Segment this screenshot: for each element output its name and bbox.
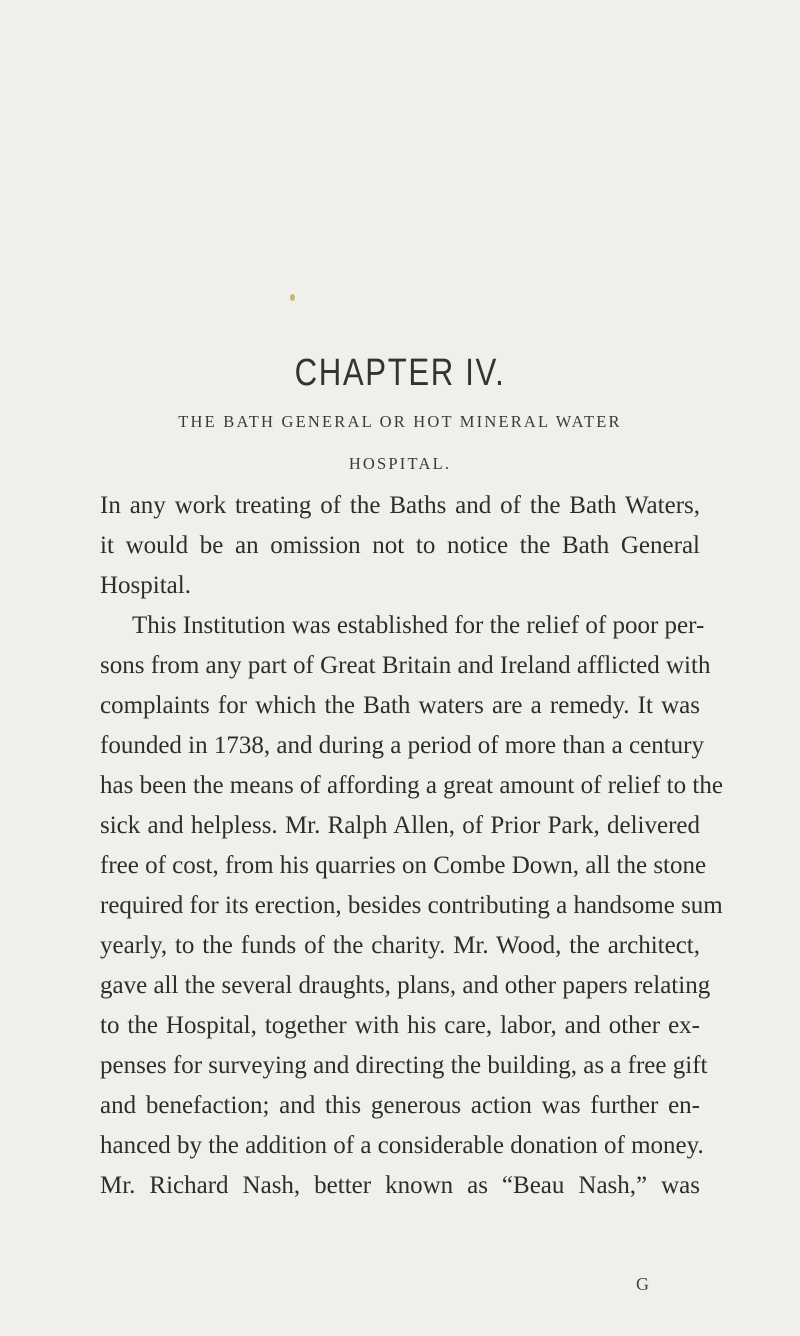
- paragraph-line: it would be an omission not to notice the Bath General: [100, 532, 700, 559]
- signature-mark: G: [636, 1274, 649, 1294]
- paragraph-line: sons from any part of Great Britain and Ireland afflicted with: [100, 652, 711, 679]
- paragraph-line: In any work treating of the Baths and of the Bath Waters,: [100, 492, 700, 519]
- paragraph-line: free of cost, from his quarries on Combe Down, all the stone: [100, 852, 707, 879]
- chapter-subtitle-line-2: HOSPITAL.: [348, 454, 452, 473]
- paragraph-line: gave all the several draughts, plans, and other papers relating: [100, 972, 711, 999]
- paragraph-line: has been the means of affording a great amount of relief to the: [100, 772, 723, 799]
- paragraph-line: sick and helpless. Mr. Ralph Allen, of Prior Park, delivered: [100, 812, 700, 839]
- paragraph-line: hanced by the addition of a considerable donation of money.: [100, 1132, 704, 1159]
- paper-speck: [290, 294, 295, 301]
- paragraph-line: founded in 1738, and during a period of more than a century: [100, 732, 704, 759]
- paragraph-line: This Institution was established for the relief of poor per-: [132, 612, 705, 639]
- chapter-heading: CHAPTER IV.: [294, 352, 506, 394]
- paragraph-line: yearly, to the funds of the charity. Mr. Wood, the architect,: [100, 932, 700, 959]
- paragraph-line: Hospital.: [100, 572, 191, 599]
- chapter-subtitle-line-1: THE BATH GENERAL OR HOT MINERAL WATER: [178, 412, 622, 431]
- paragraph-line: required for its erection, besides contributing a handsome sum: [100, 892, 723, 919]
- paragraph-line: complaints for which the Bath waters are a remedy. It was: [100, 692, 700, 719]
- paragraph-line: and benefaction; and this generous action was further en-: [100, 1092, 700, 1119]
- paragraph-line: Mr. Richard Nash, better known as “Beau Nash,” was: [100, 1172, 700, 1199]
- paragraph-line: to the Hospital, together with his care, labor, and other ex-: [100, 1012, 700, 1039]
- paragraph-line: penses for surveying and directing the building, as a free gift: [100, 1052, 708, 1079]
